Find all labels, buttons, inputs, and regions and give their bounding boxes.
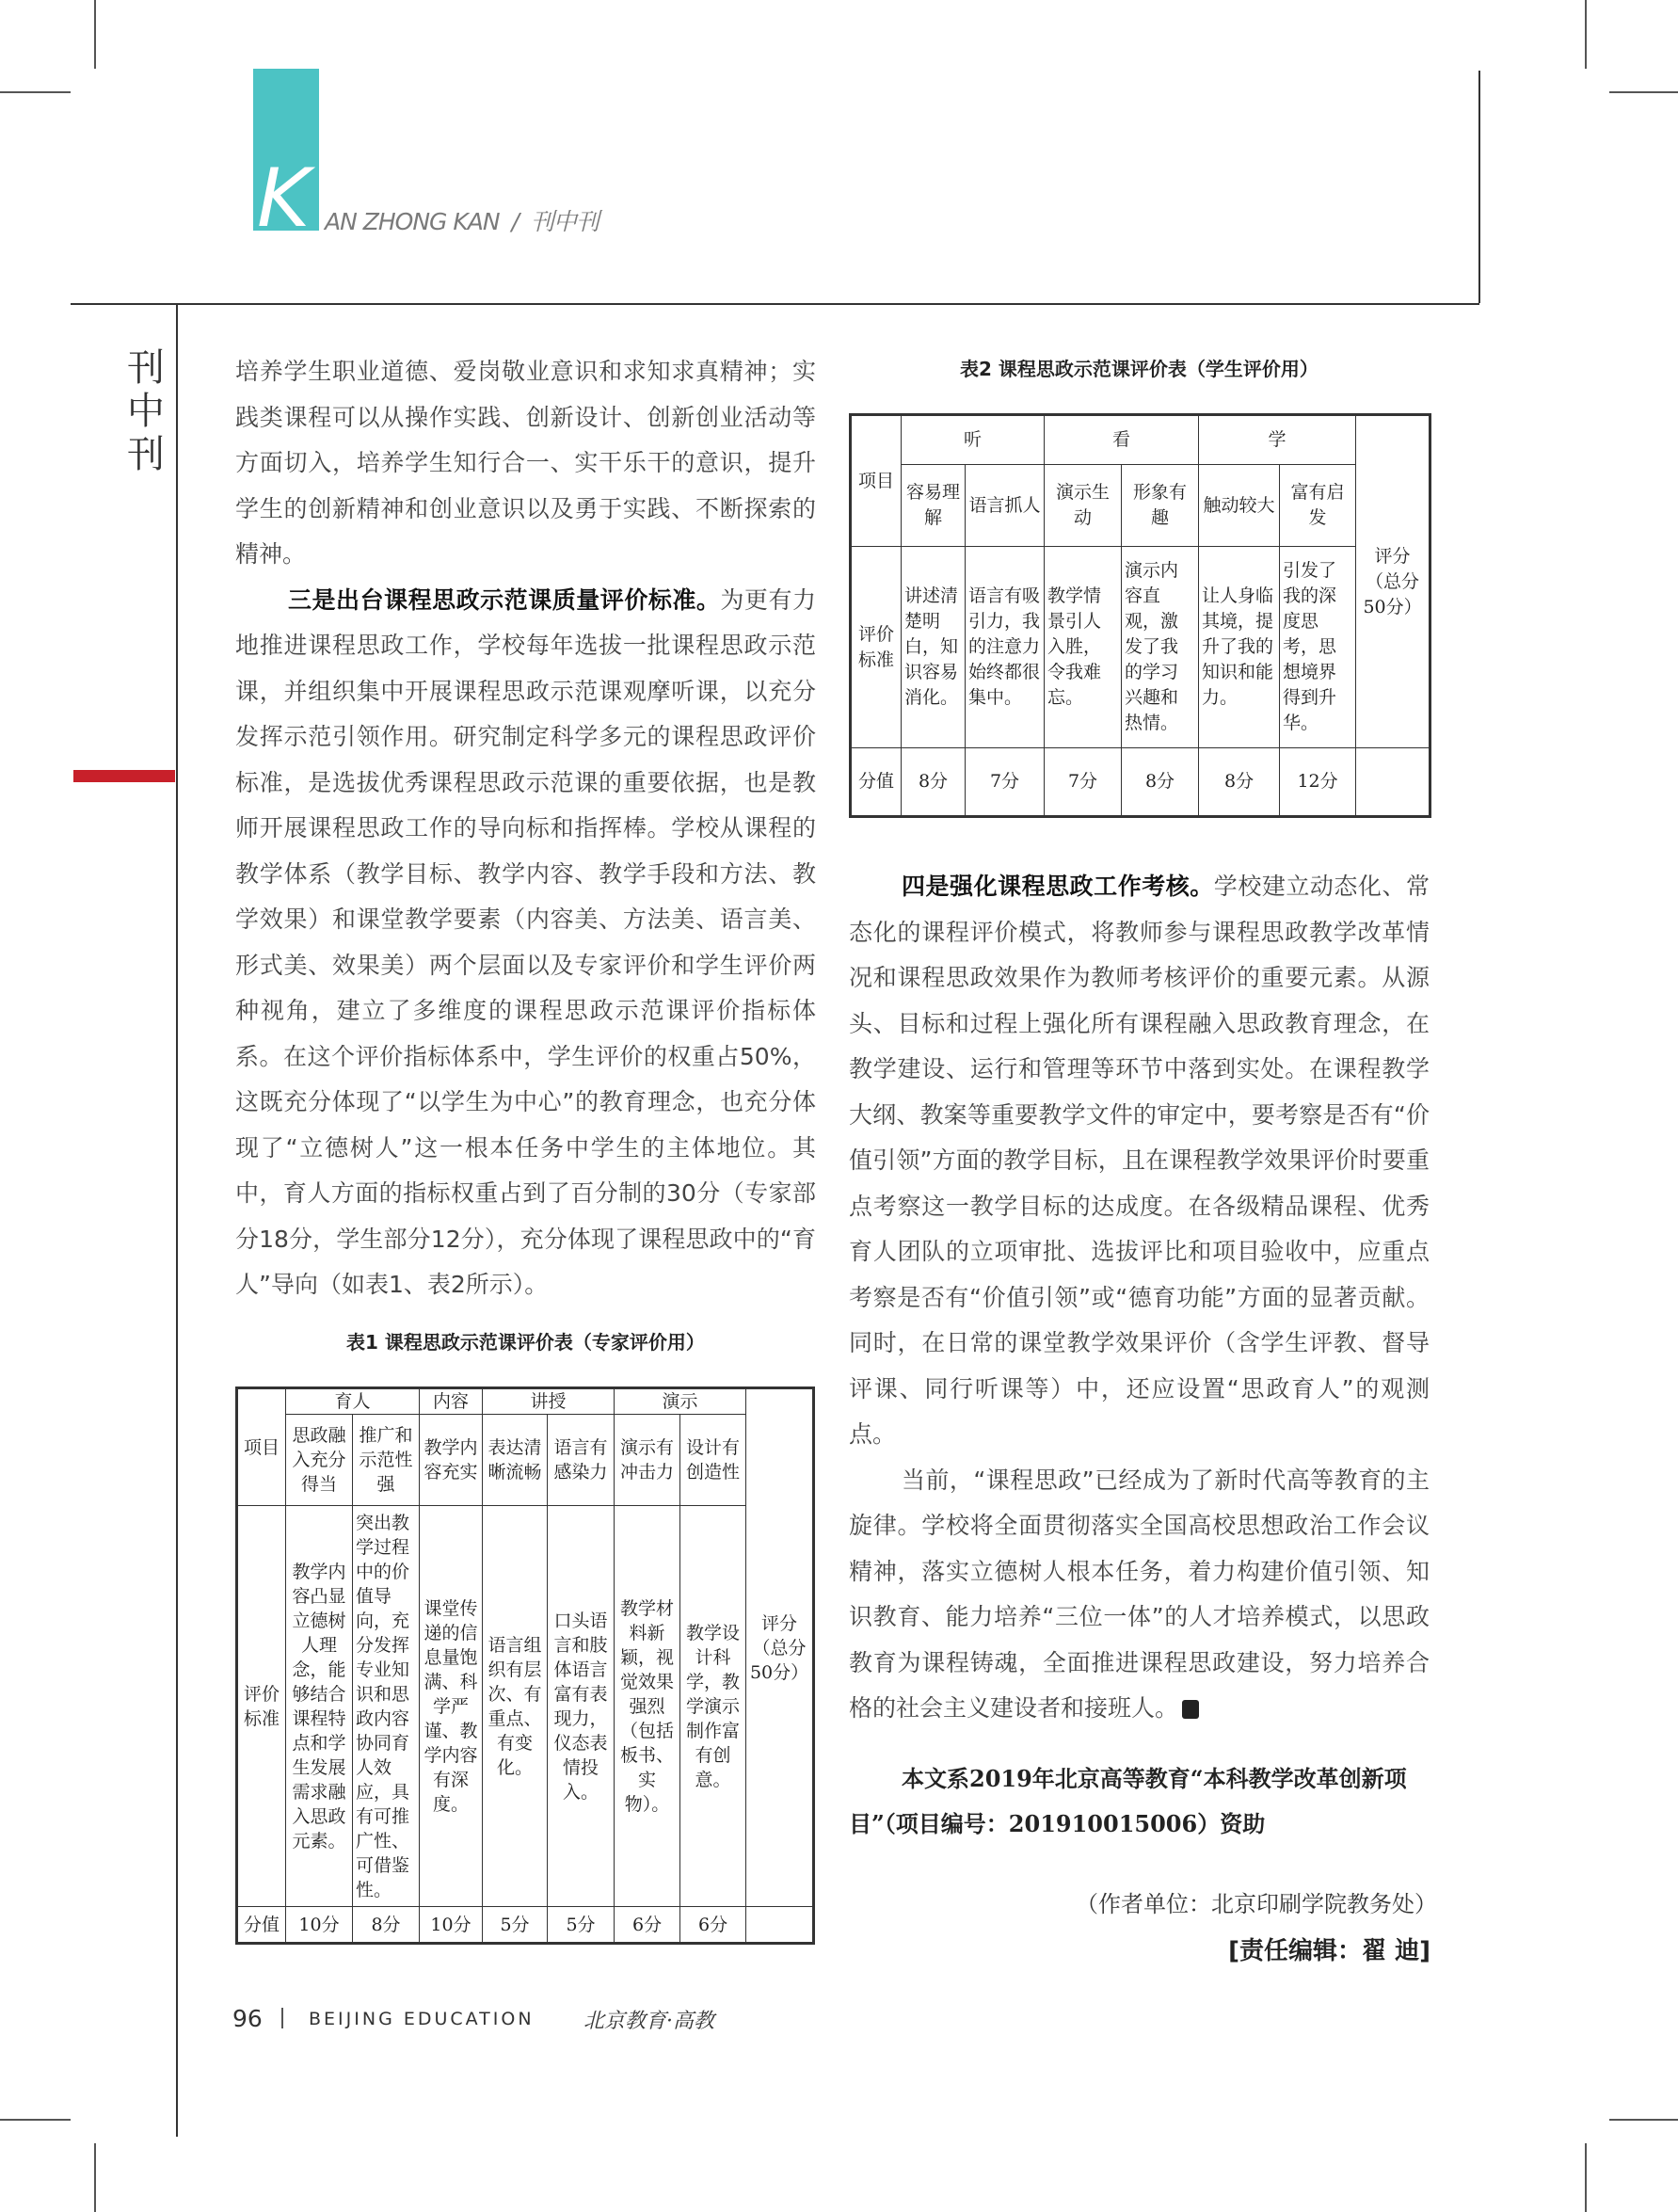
- table-2-group: 听: [902, 415, 1045, 465]
- margin-rule: [176, 305, 178, 2137]
- table-1-row-label: 评价标准: [237, 1506, 286, 1907]
- table-2-item: 形象有趣: [1122, 465, 1199, 547]
- table-2-row-label: 项目: [851, 415, 902, 547]
- table-1-score: 10分: [286, 1907, 353, 1944]
- table-1-criterion: 突出教学过程中的价值导向，充分发挥专业知识和思政内容协同育人效应，具有可推广性、可借鉴性。: [353, 1506, 420, 1907]
- crop-mark: [94, 2143, 96, 2212]
- table-2-row-label: 分值: [851, 748, 902, 817]
- paragraph-body: 当前，“课程思政”已经成为了新时代高等教育的主旋律。学校将全面贯彻落实全国高校思想政治工作会议精神，落实立德树人根本任务，着力构建价值引领、知识教育、能力培养“三位一体”的人才培养模式，以思政教育为课程铸魂，全面推进课程思政建设，努力培养合格的社会主义建设者和接班人。: [849, 1466, 1430, 1722]
- paragraph-body: 为更有力地推进课程思政工作，学校每年选拔一批课程思政示范课，并组织集中开展课程思政示范课观摩听课，以充分发挥示范引领作用。研究制定科学多元的课程思政评价标准，是选拔优秀课程思政示范课的重要依据，也是教师开展课程思政工作的导向标和指挥棒。学校从课程的教学体系（教学目标、教学内容、教学手段和方法、教学效果）和课堂教学要素（内容美、方法美、语言美、形式美、效果美）两个层面以及专家评价和学生评价两种视角，建立了多维度的课程思政示范课评价指标体系。在这个评价指标体系中，学生评价的权重占50%，这既充分体现了“以学生为中心”的教育理念，也充分体现了“立德树人”这一根本任务中学生的主体地位。其中，育人方面的指标权重占到了百分制的30分（专家部分18分，学生部分12分），充分体现了课程思政中的“育人”导向（如表1、表2所示）。: [235, 585, 816, 1298]
- table-1-score: 8分: [353, 1907, 420, 1944]
- paragraph: 培养学生职业道德、爱岗敬业意识和求知求真精神；实践类课程可以从操作实践、创新设计、创新创业活动等方面切入，培养学生知行合一、实干乐干的意识，提升学生的创新精神和创业意识以及勇于实践、不断探索的精神。: [235, 358, 816, 568]
- crop-mark: [1585, 0, 1587, 69]
- table-1-criterion: 口头语言和肢体语言富有表现力，仪态表情投入。: [548, 1506, 615, 1907]
- table-1-item: 演示有冲击力: [615, 1415, 680, 1506]
- table-2-score: 8分: [1122, 748, 1199, 817]
- page-number: 96: [232, 2005, 263, 2032]
- table-2-criterion: 引发了我的深度思考，思想境界得到升华。: [1280, 547, 1356, 748]
- crop-mark: [1609, 2119, 1678, 2121]
- table-1-item: 语言有感染力: [548, 1415, 615, 1506]
- paragraph-body: 学校建立动态化、常态化的课程评价模式，将教师参与课程思政教学改革情况和课程思政效果作为教师考核评价的重要元素。从源头、目标和过程上强化所有课程融入思政教育理念，在教学建设、运行和管理等环节中落到实处。在课程教学大纲、教案等重要教学文件的审定中，要考察是否有“价值引领”方面的教学目标，且在课程教学效果评价时要重点考察这一教学目标的达成度。在各级精品课程、优秀育人团队的立项审批、选拔评比和项目验收中，应重点考察是否有“价值引领”或“德育功能”方面的显著贡献。同时，在日常的课堂教学效果评价（含学生评教、督导评课、同行听课等）中，还应设置“思政育人”的观测点。: [849, 873, 1430, 1448]
- table-1-criterion: 语言组织有层次、有重点、有变化。: [483, 1506, 548, 1907]
- header-rule: [71, 303, 1479, 305]
- paragraph-lead: 三是出台课程思政示范课质量评价标准。: [288, 585, 721, 614]
- table-2-criterion: 演示内容直观，激发了我的学习兴趣和热情。: [1122, 547, 1199, 748]
- editor-credit: [责任编辑：翟 迪]: [1228, 1937, 1430, 1965]
- section-separator: /: [511, 208, 519, 235]
- table-1-score: 6分: [615, 1907, 680, 1944]
- right-column: [849, 864, 1430, 1732]
- table-2-score: 7分: [1045, 748, 1122, 817]
- table-1-total: 评分（总分50分）: [746, 1388, 814, 1907]
- table-1-item: 思政融入充分得当: [286, 1415, 353, 1506]
- end-mark-icon: [1182, 1700, 1199, 1719]
- footer-divider: [281, 2008, 283, 2028]
- crop-mark: [1609, 91, 1678, 93]
- crop-mark: [1585, 2143, 1587, 2212]
- side-section-title: 刊中刊: [127, 346, 165, 476]
- table-1-score: 5分: [483, 1907, 548, 1944]
- funding-note: 本文系2019年北京高等教育“本科教学改革创新项目”（项目编号：201910015006）资助: [849, 1765, 1407, 1837]
- table-1-item: 设计有创造性: [680, 1415, 746, 1506]
- logo-letter: K: [257, 152, 311, 246]
- accent-bar: [73, 770, 175, 782]
- table-2-item: 语言抓人: [966, 465, 1045, 547]
- paragraph-lead: 四是强化课程思政工作考核。: [902, 873, 1214, 900]
- table-2-criterion: 语言有吸引力，我的注意力始终都很集中。: [966, 547, 1045, 748]
- table-1-group: 讲授: [483, 1388, 615, 1415]
- table-2-total: 评分（总分50分）: [1356, 415, 1430, 748]
- table-2-criterion: 让人身临其境，提升了我的知识和能力。: [1199, 547, 1280, 748]
- table-1-item: 推广和示范性强: [353, 1415, 420, 1506]
- crop-mark: [0, 91, 71, 93]
- table-2-item: 富有启发: [1280, 465, 1356, 547]
- table-2-item: 容易理解: [902, 465, 966, 547]
- table-1-score: 10分: [420, 1907, 483, 1944]
- table-2-criterion: 讲述清楚明白，知识容易消化。: [902, 547, 966, 748]
- table-2-score: 8分: [902, 748, 966, 817]
- table-2-item: 触动较大: [1199, 465, 1280, 547]
- table-2-score-empty: [1356, 748, 1430, 817]
- left-column: [235, 349, 816, 1308]
- section-header: [325, 203, 599, 237]
- table-1-group: 演示: [615, 1388, 746, 1415]
- table-2-item: 演示生动: [1045, 465, 1122, 547]
- table-2-score: 8分: [1199, 748, 1280, 817]
- table-2: [849, 413, 1431, 818]
- section-title: AN ZHONG KAN: [325, 208, 500, 235]
- table-1-item: 表达清晰流畅: [483, 1415, 548, 1506]
- paragraph: [849, 1458, 1430, 1732]
- paragraph: [235, 578, 816, 1308]
- table-2-score: 7分: [966, 748, 1045, 817]
- table-2-caption: 表2 课程思政示范课评价表（学生评价用）: [960, 358, 1318, 380]
- crop-mark: [94, 0, 96, 69]
- table-1-group: 内容: [420, 1388, 483, 1415]
- table-2-group: 学: [1199, 415, 1356, 465]
- table-2-row-label: 评价标准: [851, 547, 902, 748]
- table-1-item: 教学内容充实: [420, 1415, 483, 1506]
- table-1-row-label: 项目: [237, 1388, 286, 1506]
- table-1-score: 6分: [680, 1907, 746, 1944]
- table-2-group: 看: [1045, 415, 1199, 465]
- table-1-score-empty: [746, 1907, 814, 1944]
- magazine-name: BEIJING EDUCATION: [309, 2009, 535, 2029]
- table-1: [235, 1387, 815, 1945]
- section-subtitle: 刊中刊: [530, 208, 599, 235]
- table-1-criterion: 教学设计科学，教学演示制作富有创意。: [680, 1506, 746, 1907]
- table-1-criterion: 教学材料新颖，视觉效果强烈（包括板书、实物）。: [615, 1506, 680, 1907]
- header-vertical-rule: [1478, 71, 1480, 303]
- table-1-caption: 表1 课程思政示范课评价表（专家评价用）: [346, 1331, 705, 1354]
- crop-mark: [0, 2119, 71, 2121]
- table-1-group: 育人: [286, 1388, 420, 1415]
- table-1-score: 5分: [548, 1907, 615, 1944]
- table-1-row-label: 分值: [237, 1907, 286, 1944]
- table-2-criterion: 教学情景引人入胜，令我难忘。: [1045, 547, 1122, 748]
- magazine-name-cn: 北京教育·高教: [583, 2010, 714, 2033]
- table-1-criterion: 课堂传递的信息量饱满、科学严谨、教学内容有深度。: [420, 1506, 483, 1907]
- table-1-criterion: 教学内容凸显立德树人理念，能够结合课程特点和学生发展需求融入思政元素。: [286, 1506, 353, 1907]
- author-unit: （作者单位：北京印刷学院教务处）: [1076, 1891, 1437, 1917]
- table-2-score: 12分: [1280, 748, 1356, 817]
- paragraph: [849, 864, 1430, 1458]
